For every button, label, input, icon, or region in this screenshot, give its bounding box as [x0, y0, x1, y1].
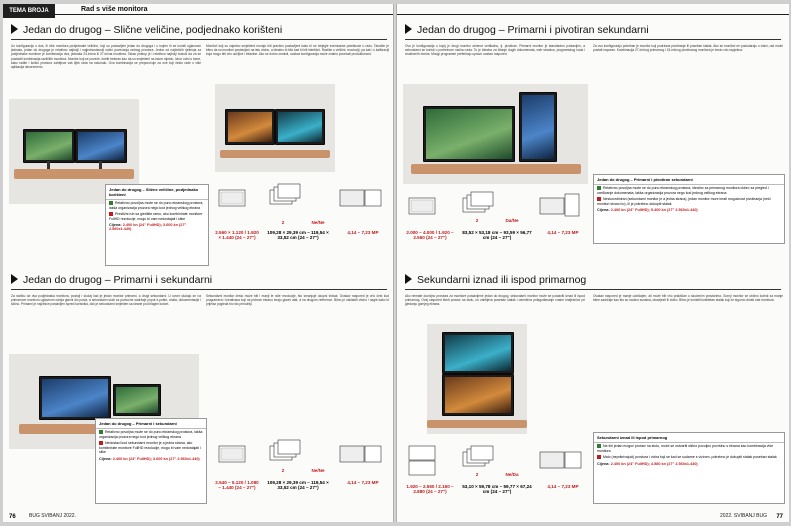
divider: [405, 289, 781, 290]
con-line: Prestižni rub sa gledište ramu, ako kombinirate monitore FullHD rezolucije, mogu bi vam nedostajati i slike: [109, 212, 203, 221]
resolution-value: 2.540 – 5.120 / 1.080 – 1.440 (24 – 27"): [215, 480, 259, 491]
size-value: 109,28 × 29,39 cm – 119,54 × 33,52 cm (24 – 27"): [267, 480, 329, 491]
monitor-count: 2: [475, 218, 479, 223]
spec-diagram: [405, 440, 590, 490]
body-text: Ako nemate dovoljno prostora za monitore postavljene jedan do drugog, sekundarni monitor može se postaviti iznad ili ispod primarnog. Ovaj raspored štedi prostor na stolu, no zahtijeva poseban stalak i određeno prilagođavanje vratne kralježnice pri gledanju gornjeg ekrana.: [405, 294, 585, 307]
monitor-count: 2: [475, 472, 479, 477]
summary-box: [105, 184, 209, 266]
minus-icon: [109, 212, 113, 216]
spec-diagram: [405, 186, 590, 236]
pro-line: Relativno povoljna može se do puno ekranskog prostora, lakša organizacija prozora nego kod jednog velikog ekrana: [99, 430, 203, 439]
pivot-label: Ne/Da: [505, 472, 519, 477]
divider: [11, 39, 387, 40]
page-number: 77: [776, 514, 783, 520]
magazine-footer: 2022. SVIBANJ BUG: [720, 513, 767, 519]
body-text: Sekundarni monitor često može biti i manji te niže rezolucije, što smanjuje ukupni trošak. Ovakav raspored je vrlo čest kod programera i kreativaca koji na jednom ekranu imaju glavni alat, a na drugom reference. Bitno je uskladiti visinu i nagib kako bi prijelaz pogleda bio što prirodniji.: [206, 294, 389, 307]
pivot-label: Ne/Ne: [311, 220, 325, 225]
pivot-label: Da/Ne: [505, 218, 519, 223]
header-rule: [397, 4, 789, 15]
size-value: 83,52 × 53,18 cm – 93,59 × 56,77 cm (24 – 27"): [462, 230, 532, 241]
con-line: Nedostaci kod sekundarni monitor je a jedna strana, ako kombinirate monitore FullHD rezolucije, mogu bi vam nedostajati i slike: [99, 441, 201, 454]
section-title: Jedan do drugog – Primarni i sekundarni: [11, 274, 212, 286]
section-title: Jedan do drugog – Primarni i pivotiran sekundarni: [405, 24, 649, 36]
pixel-value: 4,14 – 7,23 MP: [347, 480, 379, 485]
spec-diagram: [215, 176, 390, 256]
minus-icon: [99, 441, 103, 445]
body-text: Za ovu konfiguraciju potreban je monitor koji podržava pivotiranje ili poseban stalak. Ako se monitori ne podudaraju u visini, rad može postati naporan. Kombinacija 27-inčnog primarnog i 24-inčnog pivotiranog monitora je često vrlo uspješna.: [593, 44, 783, 53]
triangle-arrow-icon: [405, 24, 412, 34]
photo-stacked-monitors: [427, 324, 527, 434]
pivot-label: Ne/Ne: [311, 468, 325, 473]
summary-box: [593, 174, 785, 244]
spec-diagram: [215, 434, 390, 484]
body-text: Ovo je konfiguracija u kojoj je drugi monitor okrenut vertikalno, tj. pivotiran. Primarni monitor je standardno postavljen, a sekundarni se koristi u portretnom načinu rada. To je idealno za čitanje dugih dokumenata, web stranica, programskog koda i društvenih mreža. Mnogi programeri preferiraju upravo ovakav raspored.: [405, 44, 585, 57]
pro-line: Na širi jedan moguć prostor na stolu, može se ostvariti slično povoljnu površinu s ekrana kao kombinacija više monitora: [597, 444, 774, 453]
check-icon: [109, 201, 113, 205]
cost-line: Cijena: 2.400 kn (24" FullHD); 5.400 kn (27" 2.560x1.440): [597, 208, 698, 212]
photo-two-monitors: [215, 84, 335, 172]
cost-line: Cijena: 2.400 kn (24" FullHD); 3.600 kn (27" 2.560x1.440): [109, 223, 187, 231]
pixel-value: 4,14 – 7,23 MP: [347, 230, 379, 235]
resolution-value: 2.560 × 1.120 / 1.920 × 1.440 (24 – 27"): [215, 230, 259, 241]
cost-line: Cijena: 2.400 kn (24" FullHD); 3.600 kn (27" 2.560x1.440): [99, 456, 200, 461]
monitor-count: 2: [281, 220, 285, 225]
summary-box: [95, 418, 207, 504]
body-text: Za razliku od dva podjednaka monitora, postoji i slučaj kad je jedan monitor primarni, a drugi sekundarni. U ovom slučaju se na primarnom monitoru uglavnom odvija glavni dio posla, a sekundarni služi za pomoćne sadržaje poput e-pošte, chata, dokumentacije i slično. Primarni je najčešće postavljen ispred korisnika, dok je sekundarni smješten sa strane pod blagim kutom.: [11, 294, 201, 307]
divider: [405, 39, 781, 40]
check-icon: [597, 444, 601, 448]
size-value: 53,10 × 59,78 cm – 59,77 × 67,24 cm (24 – 27"): [462, 484, 532, 495]
box-title: Sekundarni iznad ili ispod primarnog: [594, 433, 784, 443]
divider: [11, 289, 387, 290]
box-title: Jedan do drugog – Primarni i pivotiran sekundarni: [594, 175, 784, 185]
check-icon: [99, 430, 103, 434]
running-head: Rad s više monitora: [81, 6, 148, 13]
cost-line: Cijena: 2.400 kn (24" FullHD); 4.580 kn (27" 2.560x1.440): [597, 461, 698, 466]
body-text: Ovakav raspored je manje uobičajen, ali može biti vrlo praktičan u skučenim prostorima. Gornji monitor se obično koristi za manje bitne sadržaje kao što su nadzor sustava, obavijesti ili video. Bitno je koristiti kvalitetan stalak koji će sigurno držati oba monitora.: [593, 294, 783, 303]
resolution-value: 1.920 – 2.560 / 2.160 – 2.880 (24 – 27"): [406, 484, 454, 495]
triangle-arrow-icon: [11, 274, 18, 284]
magazine-footer: BUG SVIBANJ 2022.: [29, 513, 76, 519]
triangle-arrow-icon: [11, 24, 18, 34]
pro-line: Relativno povoljna može se do puno ekranskog prostora, idealno za primarnog monitora dobro za pregled i uređivanje dokumenata, lakša organizacija prozora nego kod jednog velikog ekrana: [597, 186, 769, 195]
con-line: Malo (neprikrivajući) prostora i vizira koji se kad se sudarne s vizirom, potrebno je dokupiti stalak poseban stalak: [594, 454, 784, 461]
pro-line: Relativno povoljna može se do puno ekranskog prostora, lakša organizacija prozora nego kod jednog velikog ekrana: [109, 201, 204, 210]
monitor-layout-icon: [215, 176, 390, 224]
minus-icon: [597, 455, 601, 459]
photo-pivot-monitor-desk: [403, 84, 588, 184]
summary-box: [593, 432, 785, 504]
minus-icon: [597, 197, 601, 201]
page-number: 76: [9, 514, 16, 520]
pixel-value: 4,14 – 7,23 MP: [547, 484, 579, 489]
size-value: 109,28 × 29,39 cm – 119,54 × 33,52 cm (24 – 27"): [267, 230, 329, 241]
section-tab: TEMA BROJA: [3, 4, 55, 18]
body-text: Monitori koji su zajedno smješteni moraju biti pravilno postavljeni kako bi se izbjegle eventualne poteškoće u radu. Također je bitno da su monitori postavljeni na istu visinu, a idealno bi bilo kad bi bili identični. Razlike u veličini, rezoluciji, pa čak i u kalibraciji boja mogu biti vrlo uočljive i iritantne. Ako se dobro osmisli, ovakva konfiguracija može znatno povećati produktivnost.: [206, 44, 389, 57]
box-title: Jedan do drugog – Primarni i sekundarni: [96, 419, 206, 429]
right-page: [397, 4, 789, 522]
resolution-value: 2.000 – 4.000 / 1.920 – 2.560 (24 – 27"): [406, 230, 454, 241]
body-text: Uz konfiguraciju s dva, ili više monitora podjednake veličine, koji su postavljeni jedan do drugoga i u kojem ih se koristi uglavnom jednako, jedan do drugoga je relativno najbolji i najjednostavniji način povećanja radnog prostora. Jedno od najčešćih rješenja za podjednake monitore je kombinacija dva, jednaka 24-inčna ili 27-inčna monitora. Takav pristup je i relativno najbolji budući da za se postaviti kombinacija različitih monitora. Monitor koji se poveže, dobiti tretman kao da su smješteni na istom mjestu. Izbor ovisi o tome, kako radite i koliko prostora zahtijeva vaš tijek rada na računalu. Ova kombinacija se preporučuje za one koji često rade s više aplikacija istovremeno.: [11, 44, 201, 70]
triangle-arrow-icon: [405, 274, 412, 284]
monitor-count: 2: [281, 468, 285, 473]
check-icon: [597, 186, 601, 190]
con-line: Neskoordiniran (sekundarni monitor je a jedna strana), jedan monitor more imati mogućnost pivotiranja (neki monitori stvarci to), ili je potrebno dokupiti stalak: [597, 197, 771, 206]
pixel-value: 4,14 – 7,23 MP: [547, 230, 579, 235]
left-page: [3, 4, 395, 522]
box-title: Jedan do drugog – Slične veličine, podjednako korišteni: [106, 185, 208, 200]
section-title: Sekundarni iznad ili ispod primarnog: [405, 274, 586, 286]
section-title: Jedan do drugog – Slične veličine, podjednako korišteni: [11, 24, 282, 36]
